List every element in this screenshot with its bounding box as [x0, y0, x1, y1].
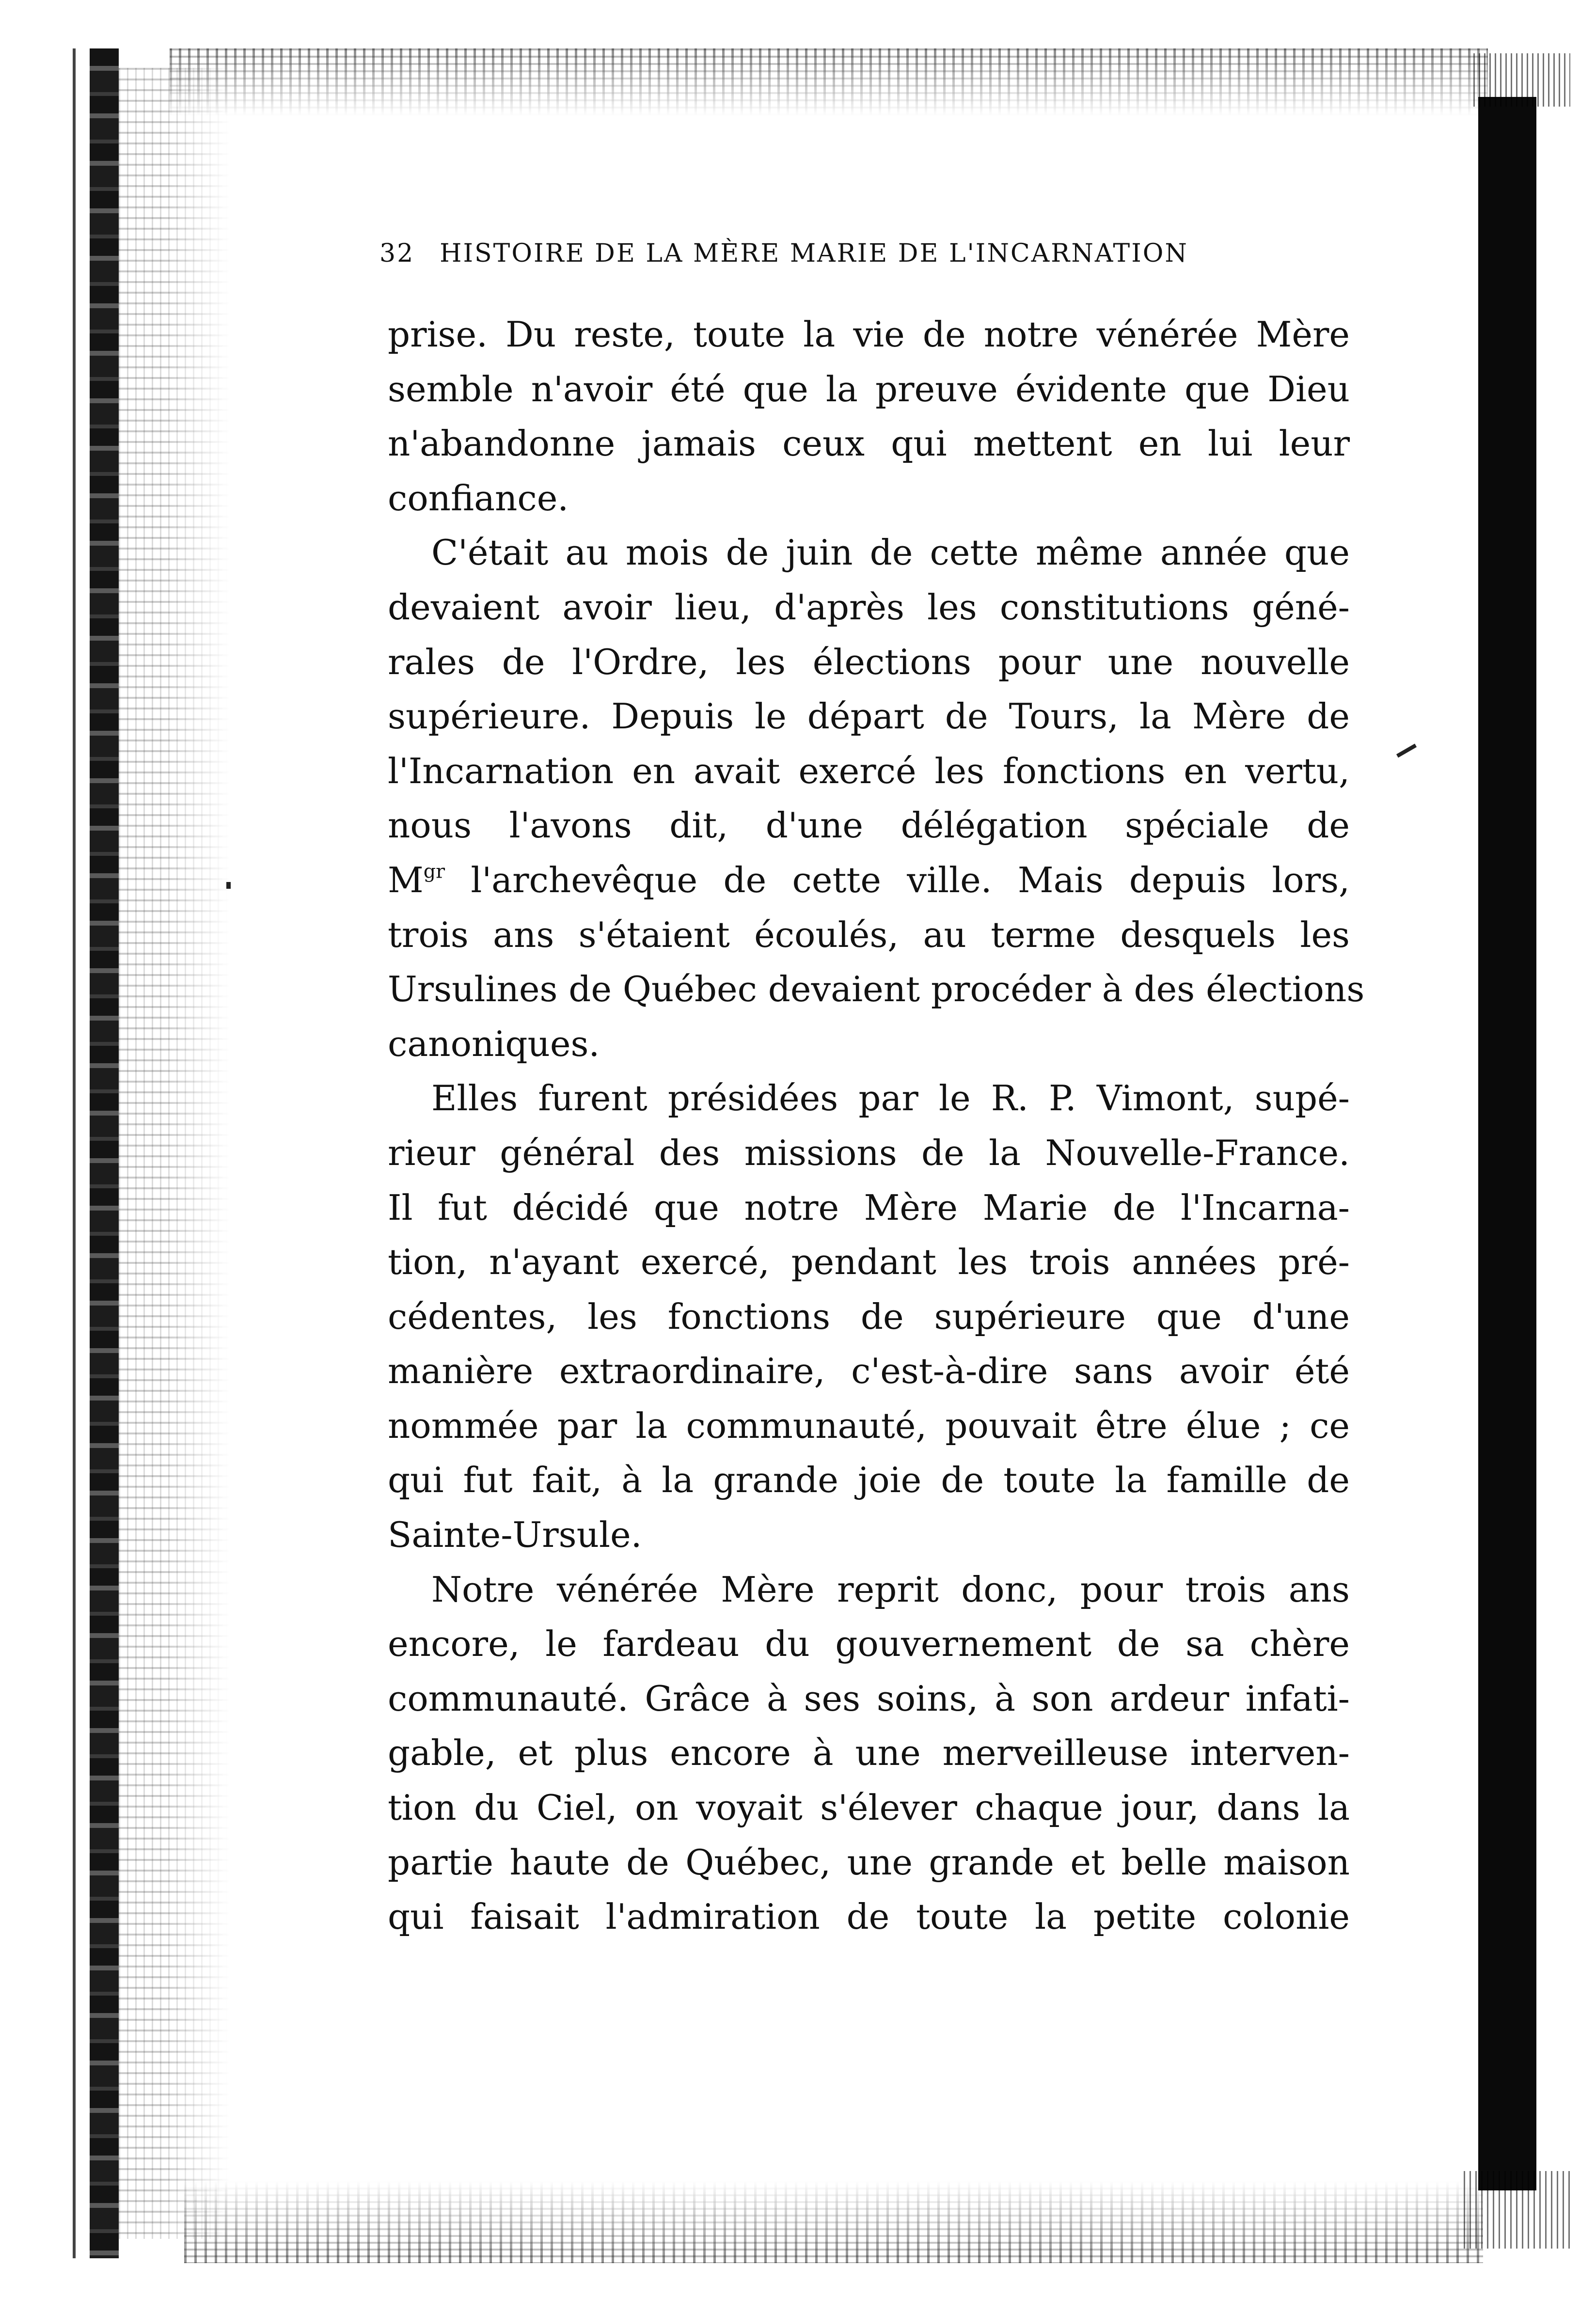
running-title: HISTOIRE DE LA MÈRE MARIE DE L'INCARNATION — [440, 239, 1188, 268]
text-line: Notre vénérée Mère reprit donc, pour trois ans — [431, 1569, 1350, 1610]
scan-stray-mark — [1396, 744, 1417, 758]
scan-bottom-noise — [184, 2181, 1483, 2263]
text-line: partie haute de Québec, une grande et belle maison — [388, 1842, 1350, 1883]
abbreviation-monseigneur — [388, 860, 445, 900]
text-line: cédentes, les fonctions de supérieure que d'une — [388, 1296, 1350, 1337]
scan-binding-shadow — [90, 48, 119, 2258]
text-line: supérieure. Depuis le départ de Tours, la Mère de — [388, 696, 1350, 737]
scan-left-noise — [119, 68, 230, 2239]
text-line: tion, n'ayant exercé, pendant les trois années pré- — [388, 1242, 1350, 1283]
text-line: gable, et plus encore à une merveilleuse interven- — [388, 1732, 1350, 1774]
text-line: rales de l'Ordre, les élections pour une nouvelle — [388, 641, 1350, 682]
text-line: communauté. Grâce à ses soins, à son ardeur infati- — [388, 1678, 1350, 1719]
text-line: C'était au mois de juin de cette même année que — [431, 532, 1350, 573]
scan-right-top-noise — [1473, 53, 1570, 107]
text-line: trois ans s'étaient écoulés, au terme desquels les — [388, 914, 1350, 955]
abbrev-prefix: M — [388, 859, 424, 900]
scan-stray-mark — [226, 882, 231, 889]
text-line: Sainte-Ursule. — [388, 1514, 642, 1556]
text-line: encore, le fardeau du gouvernement de sa chère — [388, 1623, 1350, 1665]
text-line: prise. Du reste, toute la vie de notre vénérée Mère — [388, 314, 1350, 355]
scan-right-shadow — [1478, 97, 1536, 2190]
text-line: qui faisait l'admiration de toute la petite colonie — [388, 1896, 1350, 1937]
text-line: nommée par la communauté, pouvait être élue ; ce — [388, 1405, 1350, 1446]
text-line: Elles furent présidées par le R. P. Vimont, supé- — [431, 1078, 1350, 1119]
text-line: devaient avoir lieu, d'après les constitutions géné- — [388, 586, 1350, 628]
text-line: Ursulines de Québec devaient procéder à des élections — [388, 969, 1365, 1010]
text-line: nous l'avons dit, d'une délégation spéciale de — [388, 805, 1350, 846]
body-text — [388, 307, 1365, 1944]
text-line: manière extraordinaire, c'est-à-dire sans avoir été — [388, 1351, 1350, 1392]
text-line: canoniques. — [388, 1023, 600, 1064]
scan-top-noise — [170, 48, 1488, 116]
text-line: confiance. — [388, 477, 569, 519]
text-line — [388, 853, 1350, 908]
text-line: l'Incarnation en avait exercé les fonctions en vertu, — [388, 750, 1350, 791]
text-line: Il fut décidé que notre Mère Marie de l'Incarna- — [388, 1187, 1350, 1228]
running-head — [379, 236, 1286, 270]
text-line: n'abandonne jamais ceux qui mettent en lui leur — [388, 423, 1350, 464]
text-line: tion du Ciel, on voyait s'élever chaque jour, dans la — [388, 1787, 1350, 1828]
text-line: rieur général des missions de la Nouvelle-France. — [388, 1132, 1350, 1173]
scan-edge-line — [73, 48, 76, 2258]
text-line: semble n'avoir été que la preuve évidente que Dieu — [388, 368, 1350, 409]
abbrev-superscript: gr — [423, 860, 445, 883]
scan-right-bottom-noise — [1464, 2171, 1570, 2249]
page-number: 32 — [379, 239, 415, 268]
text-line: qui fut fait, à la grande joie de toute la famille de — [388, 1460, 1350, 1501]
line-rest: l'archevêque de cette ville. Mais depuis lors, — [445, 859, 1350, 900]
